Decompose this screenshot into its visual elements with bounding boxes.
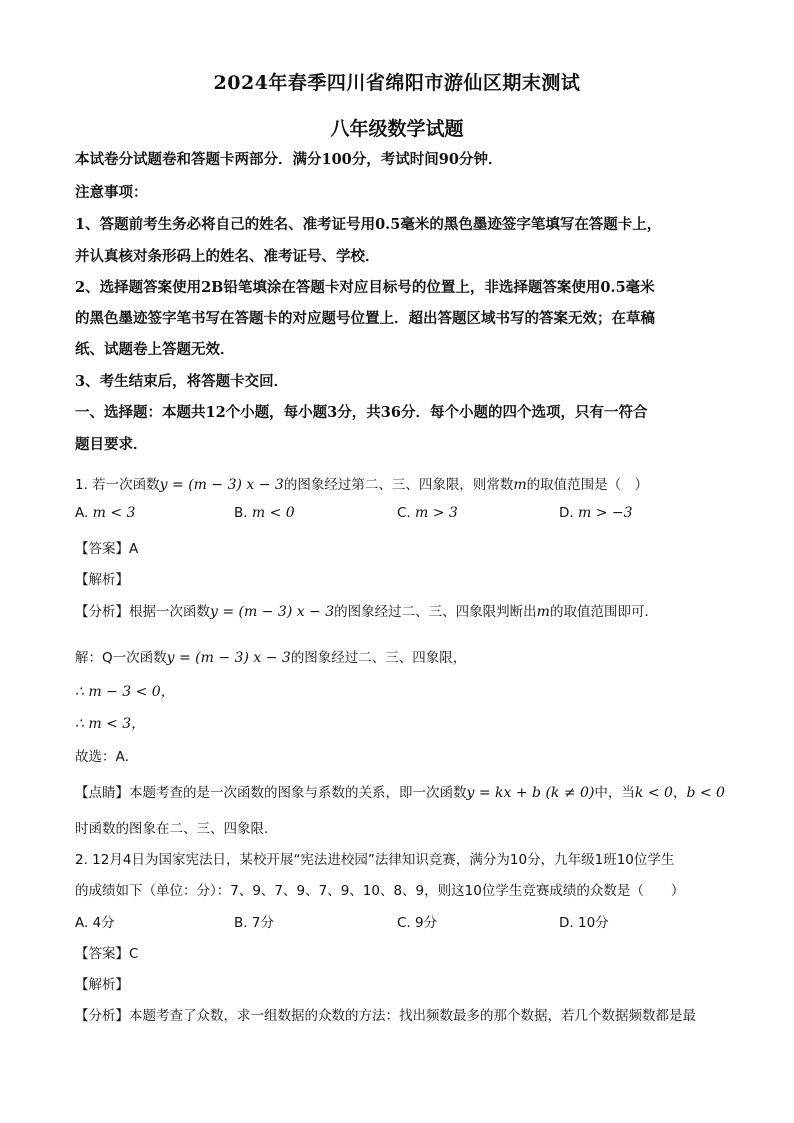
option-value: m > 3	[415, 505, 458, 521]
q1-var: m	[513, 477, 527, 493]
q1-solution	[75, 646, 725, 666]
q1-step-2: ∴ m < 3，	[75, 716, 146, 732]
option-value: m > −3	[577, 505, 633, 521]
q1-option-a	[75, 505, 135, 521]
q1-option-d	[559, 505, 633, 521]
option-label: C.	[397, 915, 411, 931]
option-value: 10分	[577, 915, 609, 931]
section-heading-cont: 题目要求．	[75, 436, 148, 453]
q2-option-c	[397, 911, 437, 931]
q1-comment-formula: y = kx + b (k ≠ 0)	[466, 785, 595, 801]
q1-analysis	[75, 600, 725, 620]
exam-subtitle: 八年级数学试题	[330, 118, 464, 140]
question-2-stem-cont: 的成绩如下（单位：分）：7、9、7、9、7、9、10、8、9，则这10位学生竞赛成绩的众数是（ ）	[75, 883, 685, 899]
because-symbol: Q	[102, 650, 113, 666]
option-value: 4分	[92, 915, 115, 931]
q1-analysis-pre: 【分析】根据一次函数	[75, 604, 210, 620]
option-label: D.	[559, 915, 574, 931]
q2-answer: 【答案】C	[75, 946, 139, 962]
notice-item-2c: 纸、试题卷上答题无效．	[75, 341, 235, 358]
option-label: C.	[397, 505, 411, 521]
q1-stem-end: 的取值范围是（ ）	[526, 477, 649, 493]
option-label: D.	[559, 505, 574, 521]
notice-item-2b: 的黑色墨迹签字笔书写在答题卡的对应题号位置上．超出答题区域书写的答案无效；在草稿	[75, 310, 655, 327]
q1-answer: 【答案】A	[75, 541, 139, 557]
q1-analysis-var: m	[536, 604, 550, 620]
option-label: A.	[75, 915, 89, 931]
q2-analysis: 【分析】本题考查了众数，求一组数据的众数的方法：找出频数最多的那个数据，若几个数据频数都是最	[75, 1008, 696, 1024]
q1-sol-mid: 一次函数	[112, 650, 167, 666]
notice-item-1a: 1、答题前考生务必将自己的姓名、准考证号用0.5毫米的黑色墨迹签字笔填写在答题卡上，	[75, 216, 662, 233]
question-2-stem: 2. 12月4日为国家宪法日，某校开展“宪法进校园”法律知识竞赛，满分为10分，九年级1班10位学生	[75, 852, 675, 868]
q2-option-d	[559, 911, 609, 931]
q1-analysis-end: 的取值范围即可．	[549, 604, 658, 620]
option-value: 9分	[415, 915, 438, 931]
q1-option-c	[397, 505, 458, 521]
option-label: B.	[234, 505, 248, 521]
option-label: A.	[75, 505, 89, 521]
q1-sol-formula: y = (m − 3) x − 3	[166, 650, 291, 666]
q2-analysis-title: 【解析】	[75, 977, 129, 993]
q1-stem-pre: 1. 若一次函数	[75, 477, 160, 493]
q1-analysis-title: 【解析】	[75, 572, 129, 588]
option-label: B.	[234, 915, 248, 931]
notice-title: 注意事项：	[75, 184, 148, 201]
q1-comment-mid: 中，当	[594, 785, 635, 801]
q1-formula: y = (m − 3) x − 3	[159, 477, 284, 493]
question-1-stem	[75, 473, 725, 493]
q2-option-b	[234, 911, 274, 931]
notice-item-2a: 2、选择题答案使用2B铅笔填涂在答题卡对应目标号的位置上，非选择题答案使用0.5毫米	[75, 279, 655, 296]
q1-sol-pre: 解：	[75, 650, 102, 666]
q1-comment-c2: b < 0	[686, 785, 725, 801]
q1-comment-pre: 【点睛】本题考查的是一次函数的图象与系数的关系，即一次函数	[75, 785, 467, 801]
intro-line: 本试卷分试题卷和答题卡两部分．满分100分，考试时间90分钟．	[75, 151, 503, 168]
q1-comment-cont: 时函数的图象在二、三、四象限．	[75, 821, 278, 837]
q1-step-1: ∴ m − 3 < 0，	[75, 684, 175, 700]
q1-comment-sep: ，	[672, 785, 687, 801]
section-heading: 一、选择题：本题共12个小题，每小题3分，共36分．每个小题的四个选项，只有一符合	[75, 404, 648, 421]
q1-analysis-formula: y = (m − 3) x − 3	[210, 604, 335, 620]
q1-analysis-post: 的图象经过二、三、四象限判断出	[334, 604, 537, 620]
q1-comment-c1: k < 0	[634, 785, 673, 801]
q1-comment	[75, 781, 725, 801]
exam-title: 2024年春季四川省绵阳市游仙区期末测试	[213, 72, 581, 94]
notice-item-3: 3、考生结束后，将答题卡交回．	[75, 373, 289, 390]
q1-stem-post: 的图象经过第二、三、四象限，则常数	[283, 477, 514, 493]
q1-sol-post: 的图象经过二、三、四象限，	[290, 650, 467, 666]
q2-option-a	[75, 911, 115, 931]
option-value: m < 3	[92, 505, 136, 521]
option-value: m < 0	[251, 505, 295, 521]
q1-choice: 故选：A．	[75, 749, 139, 765]
option-value: 7分	[251, 915, 274, 931]
q1-option-b	[234, 505, 295, 521]
notice-item-1b: 并认真核对条形码上的姓名、准考证号、学校．	[75, 248, 380, 265]
